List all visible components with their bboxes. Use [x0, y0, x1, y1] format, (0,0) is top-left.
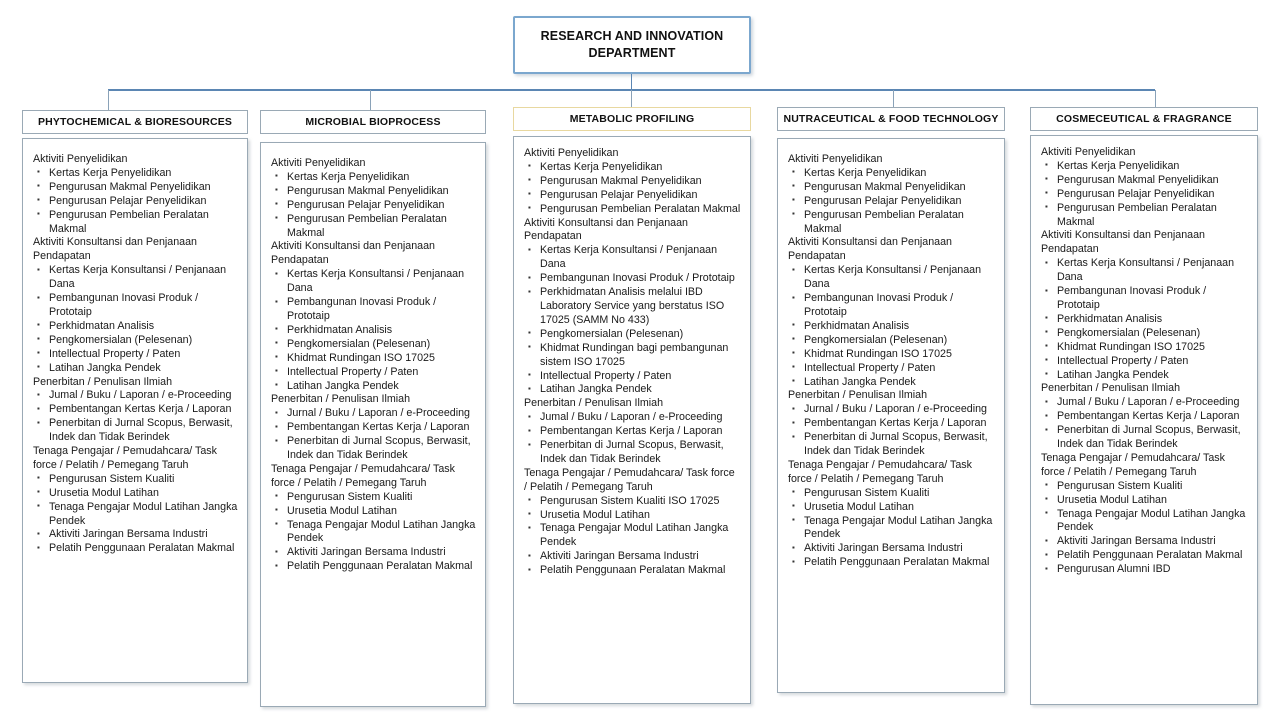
list-item: ▪ Penerbitan di Jurnal Scopus, Berwasit, Indek dan Tidak Berindek — [269, 435, 477, 463]
group-title: Aktiviti Penyelidikan — [524, 147, 619, 159]
list-item: ▪ Latihan Jangka Pendek — [1039, 369, 1249, 383]
list-item: ▪ Tenaga Pengajar Modul Latihan Jangka Pendek — [269, 519, 477, 547]
list-item: ▪ Pengkomersialan (Pelesenan) — [269, 338, 477, 352]
group-item-list — [269, 407, 477, 463]
group-item-list — [1039, 480, 1249, 577]
list-item: ▪ Khidmat Rundingan ISO 17025 — [269, 352, 477, 366]
list-item: ▪ Perkhidmatan Analisis — [269, 324, 477, 338]
list-item: ▪ Pembentangan Kertas Kerja / Laporan — [269, 421, 477, 435]
list-item: ▪ Pengkomersialan (Pelesenan) — [522, 328, 742, 342]
list-item: ▪ Pengurusan Pembelian Peralatan Makmal — [31, 209, 239, 237]
list-item: ▪ Intellectual Property / Paten — [31, 348, 239, 362]
list-item: ▪ Pembangunan Inovasi Produk / Prototaip — [1039, 285, 1249, 313]
department-column-nutraceutical-food-technology — [777, 107, 1005, 693]
group-title: Tenaga Pengajar / Pemudahcara/ Task force / Pelatih / Pemegang Taruh — [271, 462, 455, 489]
list-item: ▪ Urusetia Modul Latihan — [269, 505, 477, 519]
group-title: Tenaga Pengajar / Pemudahcara/ Task force / Pelatih / Pemegang Taruh — [1041, 451, 1225, 478]
list-item: ▪ Kertas Kerja Penyelidikan — [522, 161, 742, 175]
list-item: ▪ Perkhidmatan Analisis melalui IBD Laboratory Service yang berstatus ISO 17025 (SAMM No 433) — [522, 286, 742, 328]
group-item-list — [31, 264, 239, 375]
list-item: ▪ Intellectual Property / Paten — [522, 370, 742, 384]
list-item: ▪ Pengurusan Pelajar Penyelidikan — [31, 195, 239, 209]
department-body-cosmeceutical-fragrance — [1030, 135, 1258, 705]
group-item-list — [31, 167, 239, 237]
list-item: ▪ Pengurusan Pelajar Penyelidikan — [1039, 188, 1249, 202]
root-node-title-line-1: RESEARCH AND INNOVATION — [540, 29, 724, 44]
department-header-cosmeceutical-fragrance[interactable] — [1030, 107, 1258, 131]
list-item: ▪ Kertas Kerja Penyelidikan — [786, 167, 996, 181]
group-title: Tenaga Pengajar / Pemudahcara/ Task force / Pelatih / Pemegang Taruh — [33, 445, 217, 471]
list-item: ▪ Pembentangan Kertas Kerja / Laporan — [786, 417, 996, 431]
list-item: ▪ Jumal / Buku / Laporan / e-Proceeding — [1039, 396, 1249, 410]
list-item: ▪ Pengurusan Pelajar Penyelidikan — [522, 189, 742, 203]
department-body-nutraceutical-food-technology — [777, 138, 1005, 693]
list-item: ▪ Urusetia Modul Latihan — [31, 487, 239, 501]
connector-root-stem — [631, 74, 632, 90]
list-item: ▪ Aktiviti Jaringan Bersama Industri — [1039, 535, 1249, 549]
list-item: ▪ Pelatih Penggunaan Peralatan Makmal — [1039, 549, 1249, 563]
department-header-phytochemical-bioresources[interactable] — [22, 110, 248, 134]
department-column-cosmeceutical-fragrance — [1030, 107, 1258, 705]
list-item: ▪ Pembangunan Inovasi Produk / Prototaip — [522, 272, 742, 286]
list-item: ▪ Kertas Kerja Konsultansi / Penjanaan Dana — [1039, 257, 1249, 285]
list-item: ▪ Pengurusan Sistem Kualiti — [786, 487, 996, 501]
list-item: ▪ Pengurusan Sistem Kualiti — [1039, 480, 1249, 494]
group-title: Tenaga Pengajar / Pemudahcara/ Task force / Pelatih / Pemegang Taruh — [524, 466, 735, 493]
list-item: ▪ Kertas Kerja Konsultansi / Penjanaan Dana — [786, 264, 996, 292]
list-item: ▪ Latihan Jangka Pendek — [786, 376, 996, 390]
list-item: ▪ Pembentangan Kertas Kerja / Laporan — [1039, 410, 1249, 424]
department-header-microbial-bioprocess[interactable] — [260, 110, 486, 134]
list-item: ▪ Pengurusan Makmal Penyelidikan — [786, 181, 996, 195]
connector-drop-column-2 — [370, 90, 371, 111]
list-item: ▪ Kertas Kerja Penyelidikan — [1039, 160, 1249, 174]
list-item: ▪ Pembangunan Inovasi Produk / Prototaip — [31, 292, 239, 320]
group-title: Aktiviti Konsultansi dan Penjanaan Pendapatan — [524, 216, 688, 243]
list-item: ▪ Aktiviti Jaringan Bersama Industri — [786, 542, 996, 556]
list-item: ▪ Kertas Kerja Konsultansi / Penjanaan Dana — [522, 244, 742, 272]
list-item: ▪ Pengurusan Pembelian Peralatan Makmal — [1039, 202, 1249, 230]
list-item: ▪ Pengurusan Makmal Penyelidikan — [522, 175, 742, 189]
group-title: Aktiviti Konsultansi dan Penjanaan Pendapatan — [271, 240, 435, 267]
list-item: ▪ Pengurusan Makmal Penyelidikan — [31, 181, 239, 195]
group-title: Penerbitan / Penulisan Ilmiah — [33, 375, 173, 388]
list-item: ▪ Intellectual Property / Paten — [786, 362, 996, 376]
department-header-label: PHYTOCHEMICAL & BIORESOURCES — [38, 116, 232, 128]
list-item: ▪ Perkhidmatan Analisis — [31, 320, 239, 334]
list-item: ▪ Pengurusan Sistem Kualiti — [31, 473, 239, 487]
list-item: ▪ Pengurusan Makmal Penyelidikan — [1039, 174, 1249, 188]
list-item: ▪ Aktiviti Jaringan Bersama Industri — [269, 546, 477, 560]
list-item: ▪ Pelatih Penggunaan Peralatan Makmal — [786, 556, 996, 570]
list-item: ▪ Perkhidmatan Analisis — [786, 320, 996, 334]
list-item: ▪ Pengkomersialan (Pelesenan) — [786, 334, 996, 348]
group-item-list — [522, 244, 742, 397]
group-title: Penerbitan / Penulisan Ilmiah — [788, 389, 928, 402]
list-item: ▪ Kertas Kerja Penyelidikan — [31, 167, 239, 181]
group-item-list — [786, 264, 996, 389]
group-item-list — [786, 167, 996, 237]
list-item: ▪ Jurnal / Buku / Laporan / e-Proceeding — [786, 403, 996, 417]
list-item: ▪ Pengkomersialan (Pelesenan) — [1039, 327, 1249, 341]
group-item-list — [1039, 257, 1249, 382]
list-item: ▪ Pengurusan Pelajar Penyelidikan — [786, 195, 996, 209]
department-header-label: METABOLIC PROFILING — [569, 113, 695, 125]
list-item: ▪ Pembangunan Inovasi Produk / Prototaip — [269, 296, 477, 324]
connector-drop-column-1 — [108, 90, 109, 111]
department-header-metabolic-profiling[interactable] — [513, 107, 751, 131]
department-body-microbial-bioprocess — [260, 142, 486, 707]
root-node-title — [541, 28, 724, 62]
list-item: ▪ Jurnal / Buku / Laporan / e-Proceeding — [269, 407, 477, 421]
root-node-research-and-innovation-department[interactable] — [513, 16, 751, 74]
list-item: ▪ Penerbitan di Jurnal Scopus, Berwasit, Indek dan Tidak Berindek — [31, 417, 239, 445]
list-item: ▪ Pembentangan Kertas Kerja / Laporan — [522, 425, 742, 439]
department-column-metabolic-profiling — [513, 107, 751, 704]
list-item: ▪ Pengurusan Pelajar Penyelidikan — [269, 199, 477, 213]
list-item: ▪ Pengurusan Pembelian Peralatan Makmal — [786, 209, 996, 237]
department-header-nutraceutical-food-technology[interactable] — [777, 107, 1005, 131]
list-item: ▪ Latihan Jangka Pendek — [522, 383, 742, 397]
list-item: ▪ Latihan Jangka Pendek — [31, 362, 239, 376]
list-item: ▪ Pengurusan Makmal Penyelidikan — [269, 185, 477, 199]
group-item-list — [31, 389, 239, 445]
group-title: Aktiviti Konsultansi dan Penjanaan Pendapatan — [1041, 229, 1205, 256]
department-header-label: NUTRACEUTICAL & FOOD TECHNOLOGY — [783, 113, 999, 125]
list-item: ▪ Penerbitan di Jurnal Scopus, Berwasit, Indek dan Tidak Berindek — [786, 431, 996, 459]
group-item-list — [269, 491, 477, 574]
group-title: Penerbitan / Penulisan Ilmiah — [1041, 382, 1181, 395]
department-header-label: COSMECEUTICAL & FRAGRANCE — [1056, 113, 1232, 125]
group-title: Aktiviti Konsultansi dan Penjanaan Pendapatan — [788, 236, 952, 263]
list-item: ▪ Aktiviti Jaringan Bersama Industri — [522, 550, 742, 564]
list-item: ▪ Khidmat Rundingan bagi pembangunan sistem ISO 17025 — [522, 342, 742, 370]
department-header-label: MICROBIAL BIOPROCESS — [305, 116, 441, 128]
list-item: ▪ Perkhidmatan Analisis — [1039, 313, 1249, 327]
list-item: ▪ Pelatih Penggunaan Peralatan Makmal — [269, 560, 477, 574]
group-title: Aktiviti Penyelidikan — [271, 157, 366, 169]
list-item: ▪ Penerbitan di Jurnal Scopus, Berwasit, Indek dan Tidak Berindek — [1039, 424, 1249, 452]
group-item-list — [269, 268, 477, 393]
list-item: ▪ Intellectual Property / Paten — [1039, 355, 1249, 369]
list-item: ▪ Kertas Kerja Konsultansi / Penjanaan Dana — [31, 264, 239, 292]
list-item: ▪ Urusetia Modul Latihan — [522, 509, 742, 523]
list-item: ▪ Pelatih Penggunaan Peralatan Makmal — [522, 564, 742, 578]
list-item: ▪ Intellectual Property / Paten — [269, 366, 477, 380]
root-node-title-line-2: DEPARTMENT — [588, 46, 676, 60]
group-title: Penerbitan / Penulisan Ilmiah — [524, 397, 664, 410]
list-item: ▪ Latihan Jangka Pendek — [269, 380, 477, 394]
group-item-list — [31, 473, 239, 556]
list-item: ▪ Kertas Kerja Penyelidikan — [269, 171, 477, 185]
list-item: ▪ Pelatih Penggunaan Peralatan Makmal — [31, 542, 239, 556]
group-title: Penerbitan / Penulisan Ilmiah — [271, 393, 411, 406]
group-title: Aktiviti Penyelidikan — [1041, 146, 1136, 158]
group-item-list — [786, 487, 996, 570]
list-item: ▪ Tenaga Pengajar Modul Latihan Jangka Pendek — [786, 515, 996, 543]
department-column-microbial-bioprocess — [260, 110, 486, 707]
list-item: ▪ Aktiviti Jaringan Bersama Industri — [31, 528, 239, 542]
group-item-list — [522, 411, 742, 467]
group-item-list — [269, 171, 477, 241]
list-item: ▪ Urusetia Modul Latihan — [786, 501, 996, 515]
list-item: ▪ Pengurusan Pembelian Peralatan Makmal — [522, 203, 742, 217]
list-item: ▪ Pengkomersialan (Pelesenan) — [31, 334, 239, 348]
group-title: Aktiviti Konsultansi dan Penjanaan Pendapatan — [33, 236, 197, 263]
list-item: ▪ Kertas Kerja Konsultansi / Penjanaan Dana — [269, 268, 477, 296]
list-item: ▪ Pembangunan Inovasi Produk / Prototaip — [786, 292, 996, 320]
list-item: ▪ Pengurusan Sistem Kualiti — [269, 491, 477, 505]
list-item: ▪ Khidmat Rundingan ISO 17025 — [786, 348, 996, 362]
department-column-phytochemical-bioresources — [22, 110, 248, 683]
group-title: Aktiviti Penyelidikan — [788, 153, 883, 165]
list-item: ▪ Jumal / Buku / Laporan / e-Proceeding — [31, 389, 239, 403]
group-title: Aktiviti Penyelidikan — [33, 153, 128, 165]
group-item-list — [522, 161, 742, 217]
group-item-list — [522, 495, 742, 578]
department-body-phytochemical-bioresources — [22, 138, 248, 683]
list-item: ▪ Pengurusan Pembelian Peralatan Makmal — [269, 213, 477, 241]
list-item: ▪ Tenaga Pengajar Modul Latihan Jangka Pendek — [522, 522, 742, 550]
list-item: ▪ Pembentangan Kertas Kerja / Laporan — [31, 403, 239, 417]
list-item: ▪ Urusetia Modul Latihan — [1039, 494, 1249, 508]
list-item: ▪ Tenaga Pengajar Modul Latihan Jangka Pendek — [31, 501, 239, 529]
list-item: ▪ Penerbitan di Jurnal Scopus, Berwasit, Indek dan Tidak Berindek — [522, 439, 742, 467]
list-item: ▪ Pengurusan Alumni IBD — [1039, 563, 1249, 577]
group-item-list — [1039, 160, 1249, 230]
list-item: ▪ Khidmat Rundingan ISO 17025 — [1039, 341, 1249, 355]
department-body-metabolic-profiling — [513, 136, 751, 704]
group-item-list — [786, 403, 996, 459]
list-item: ▪ Pengurusan Sistem Kualiti ISO 17025 — [522, 495, 742, 509]
group-title: Tenaga Pengajar / Pemudahcara/ Task force / Pelatih / Pemegang Taruh — [788, 458, 972, 485]
group-item-list — [1039, 396, 1249, 452]
list-item: ▪ Jumal / Buku / Laporan / e-Proceeding — [522, 411, 742, 425]
list-item: ▪ Tenaga Pengajar Modul Latihan Jangka Pendek — [1039, 508, 1249, 536]
